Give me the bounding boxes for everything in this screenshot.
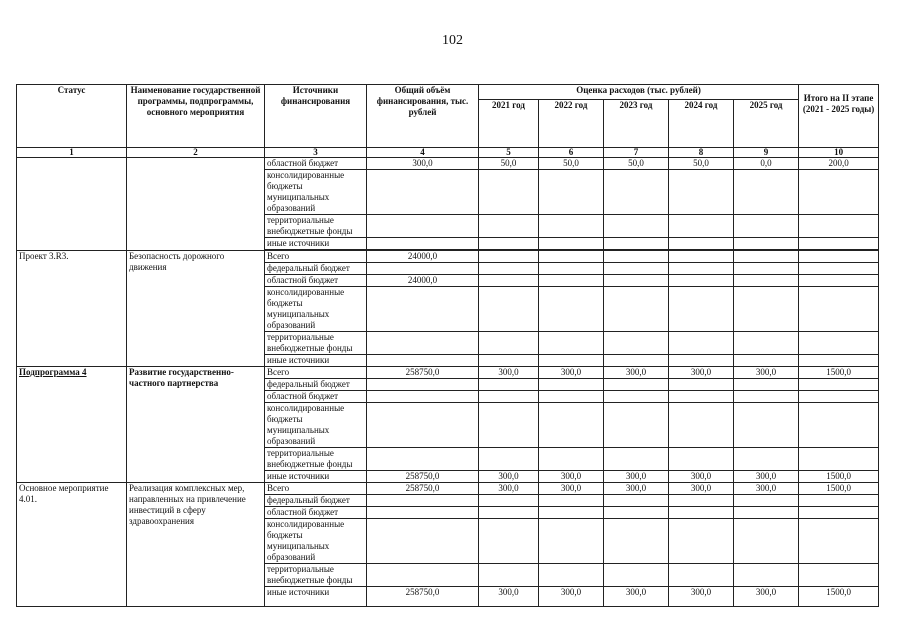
col-num: 3 [265,148,367,158]
value-2023: 50,0 [604,158,669,170]
name-road-safety: Безопасность дорожного движения [127,251,265,367]
value-total: 258750,0 [367,483,479,495]
source-municipal: консолидированные бюджеты муниципальных образований [265,403,367,448]
value-2021: 300,0 [479,587,539,607]
value-2021: 300,0 [479,471,539,483]
col-num: 10 [799,148,879,158]
value-2022: 300,0 [539,367,604,379]
name-ppp: Развитие государственно-частного партнерства [127,367,265,483]
source-vsego: Всего [265,367,367,379]
table-row [17,251,879,263]
header-total: Общий объём финансирования, тыс. рублей [367,85,479,148]
name-investments: Реализация комплексных мер, направленных на привлечение инвестиций в сферу здравоохранения [127,483,265,607]
source-oblast: областной бюджет [265,158,367,170]
column-number-row [17,148,879,158]
value-2023: 300,0 [604,483,669,495]
value-2022: 300,0 [539,587,604,607]
source-territorial: территориальные внебюджетные фонды [265,332,367,355]
header-year-2022: 2022 год [539,100,604,148]
header-year-2021: 2021 год [479,100,539,148]
value-2021: 300,0 [479,367,539,379]
name-cell [127,158,265,251]
col-num: 8 [669,148,734,158]
value-total: 300,0 [367,158,479,170]
header-status: Статус [17,85,127,148]
header-estimate: Оценка расходов (тыс. рублей) [479,85,799,100]
header-year-2024: 2024 год [669,100,734,148]
value-2024: 300,0 [669,367,734,379]
value-2022: 300,0 [539,471,604,483]
source-other: иные источники [265,471,367,483]
page-number: 102 [442,33,463,48]
value-2024: 300,0 [669,483,734,495]
source-territorial: территориальные внебюджетные фонды [265,564,367,587]
table-row [17,367,879,379]
col-num: 4 [367,148,479,158]
value-result: 1500,0 [799,587,879,607]
value-2023: 300,0 [604,471,669,483]
source-federal: федеральный бюджет [265,379,367,391]
value-2021: 300,0 [479,483,539,495]
header-sources: Источники финансирования [265,85,367,148]
source-municipal: консолидированные бюджеты муниципальных образований [265,287,367,332]
value-result: 200,0 [799,158,879,170]
source-vsego: Всего [265,251,367,263]
source-vsego: Всего [265,483,367,495]
finance-table-wrapper [16,84,878,607]
value-total: 258750,0 [367,471,479,483]
source-other: иные источники [265,587,367,607]
source-municipal: консолидированные бюджеты муниципальных образований [265,170,367,215]
finance-table [16,84,879,607]
value-2024: 50,0 [669,158,734,170]
col-num: 7 [604,148,669,158]
value-2023: 300,0 [604,367,669,379]
source-federal: федеральный бюджет [265,263,367,275]
status-cell [17,158,127,251]
status-subprogram: Подпрограмма 4 [17,367,127,483]
col-num: 5 [479,148,539,158]
value-2023: 300,0 [604,587,669,607]
col-num: 1 [17,148,127,158]
source-oblast: областной бюджет [265,391,367,403]
value-2024: 300,0 [669,587,734,607]
value-2025: 300,0 [734,587,799,607]
value-2024: 300,0 [669,471,734,483]
value-2025: 0,0 [734,158,799,170]
source-other: иные источники [265,355,367,367]
header-year-2023: 2023 год [604,100,669,148]
source-oblast: областной бюджет [265,275,367,287]
source-territorial: территориальные внебюджетные фонды [265,448,367,471]
value-2025: 300,0 [734,483,799,495]
header-name: Наименование государственной программы, подпрограммы, основного мероприятия [127,85,265,148]
value-total: 258750,0 [367,367,479,379]
col-num: 9 [734,148,799,158]
value-total: 258750,0 [367,587,479,607]
value-total: 24000,0 [367,251,479,263]
status-main-activity: Основное мероприятие 4.01. [17,483,127,607]
header-result: Итого на II этапе (2021 - 2025 годы) [799,85,879,148]
value-result: 1500,0 [799,471,879,483]
value-2021: 50,0 [479,158,539,170]
status-project: Проект 3.R3. [17,251,127,367]
source-territorial: территориальные внебюджетные фонды [265,215,367,238]
source-municipal: консолидированные бюджеты муниципальных образований [265,519,367,564]
value-2022: 50,0 [539,158,604,170]
value-result: 1500,0 [799,367,879,379]
value-result: 1500,0 [799,483,879,495]
table-row [17,483,879,495]
source-other: иные источники [265,238,367,250]
col-num: 6 [539,148,604,158]
source-oblast: областной бюджет [265,507,367,519]
value-2025: 300,0 [734,471,799,483]
col-num: 2 [127,148,265,158]
value-total: 24000,0 [367,275,479,287]
table-row [17,158,879,170]
value-2025: 300,0 [734,367,799,379]
header-year-2025: 2025 год [734,100,799,148]
source-federal: федеральный бюджет [265,495,367,507]
value-2022: 300,0 [539,483,604,495]
